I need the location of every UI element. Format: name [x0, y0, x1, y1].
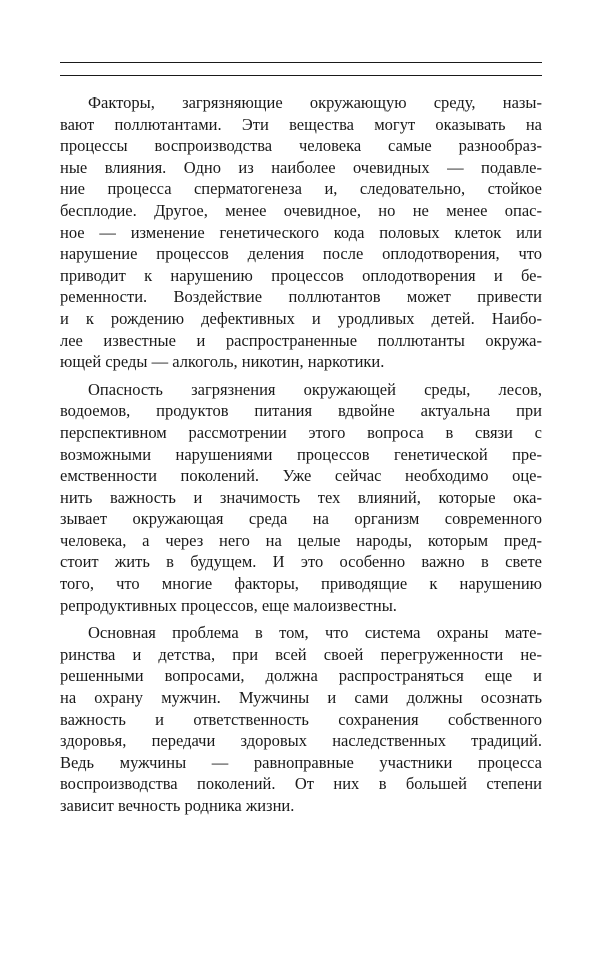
text-line: перспективном рассмотрении этого вопроса в связи с: [60, 422, 542, 442]
text-line: водоемов, продуктов питания вдвойне актуальна при: [60, 401, 542, 421]
header-rule-bottom: [60, 75, 542, 76]
body-text: [60, 92, 542, 823]
text-line: ные влияния. Одно из наиболее очевидных — подавле-: [60, 157, 542, 177]
text-line: важность и ответственность сохранения собственного: [60, 709, 542, 729]
text-line: ющей среды — алкоголь, никотин, наркотики.: [60, 352, 385, 372]
text-line: Опасность загрязнения окружающей среды, лесов,: [88, 379, 542, 399]
text-line: емственности поколений. Уже сейчас необходимо оце-: [60, 466, 542, 486]
text-line: возможными нарушениями процессов генетической пре-: [60, 444, 542, 464]
text-line: вают поллютантами. Эти вещества могут оказывать на: [60, 114, 542, 134]
text-line: процессы воспроизводства человека самые разнообраз-: [60, 136, 542, 156]
text-line: нить важность и значимость тех влияний, которые ока-: [60, 487, 542, 507]
paragraph-2: [60, 379, 542, 617]
text-line: ное — изменение генетического кода половых клеток или: [60, 222, 542, 242]
text-line: Основная проблема в том, что система охраны мате-: [88, 623, 542, 643]
paragraph-1: [60, 92, 542, 373]
text-line: ременности. Воздействие поллютантов может привести: [60, 287, 542, 307]
text-line: стоит жить в будущем. И это особенно важно в свете: [60, 552, 542, 572]
text-line: и к рождению дефективных и уродливых детей. Наибо-: [60, 308, 542, 328]
paragraph-3: [60, 622, 542, 816]
text-line: здоровья, передачи здоровых наследственных традиций.: [60, 731, 542, 751]
text-line: того, что многие факторы, приводящие к нарушению: [60, 574, 542, 594]
text-line: на охрану мужчин. Мужчины и сами должны осознать: [60, 688, 542, 708]
text-line: ние процесса сперматогенеза и, следовательно, стойкое: [60, 179, 542, 199]
text-line: Факторы, загрязняющие окружающую среду, назы-: [88, 93, 542, 112]
text-line: нарушение процессов деления после оплодотворения, что: [60, 244, 542, 264]
text-line: лее известные и распространенные поллютанты окружа-: [60, 330, 542, 350]
text-line: бесплодие. Другое, менее очевидное, но не менее опас-: [60, 200, 542, 220]
text-line: зависит вечность родника жизни.: [60, 796, 295, 815]
text-line: репродуктивных процессов, еще малоизвестны.: [60, 595, 397, 615]
text-line: воспроизводства поколений. От них в большей степени: [60, 774, 542, 794]
text-line: зывает окружающая среда на организм современного: [60, 509, 542, 529]
text-line: решенными вопросами, должна распространяться еще и: [60, 666, 542, 686]
header-rule-top: [60, 62, 542, 63]
text-line: Ведь мужчины — равноправные участники процесса: [60, 752, 542, 772]
text-line: ринства и детства, при всей своей перегруженности не-: [60, 644, 542, 664]
text-line: приводит к нарушению процессов оплодотворения и бе-: [60, 265, 542, 285]
text-line: человека, а через него на целые народы, которым пред-: [60, 530, 542, 550]
